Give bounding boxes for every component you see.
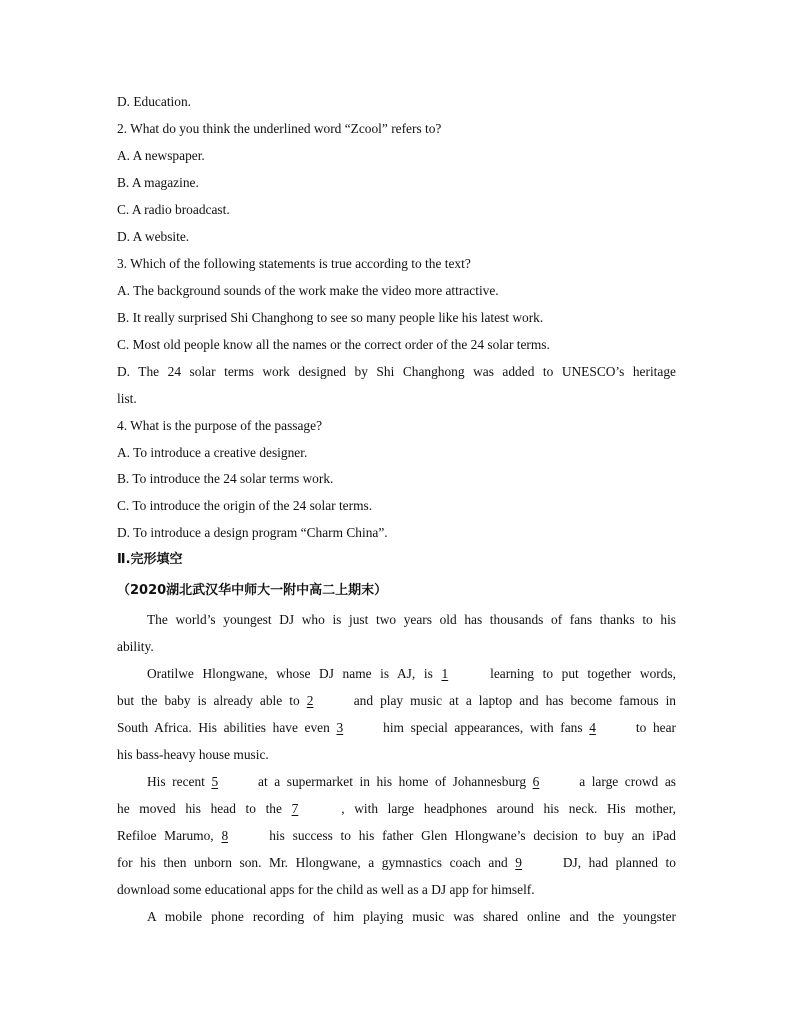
passage-p3-line4: for his then unborn son. Mr. Hlongwane, a gymnastics coach and 9 DJ, had planned to: [117, 855, 676, 870]
passage-p4-line1: A mobile phone recording of him playing music was shared online and the youngster: [147, 909, 676, 924]
blank-4[interactable]: 4: [589, 720, 596, 735]
q4-option-c: C. To introduce the origin of the 24 solar terms.: [117, 498, 373, 513]
blank-1[interactable]: 1: [441, 666, 449, 681]
passage-p3-line5: download some educational apps for the child as well as a DJ app for himself.: [117, 882, 535, 897]
section-title: Ⅱ.完形填空: [117, 552, 183, 567]
passage-p2-line4: his bass-heavy house music.: [117, 747, 269, 762]
q2-option-c: C. A radio broadcast.: [117, 202, 230, 217]
q3-option-b: B. It really surprised Shi Changhong to see so many people like his latest work.: [117, 310, 544, 325]
q3-option-d: D. The 24 solar terms work designed by Shi Changhong was added to UNESCO’s heritage: [117, 364, 676, 379]
q1-option-d: D. Education.: [117, 94, 192, 109]
q2-option-b: B. A magazine.: [117, 175, 199, 190]
q3-option-a: A. The background sounds of the work make the video more attractive.: [117, 283, 499, 298]
passage-p1-line2: ability.: [117, 639, 154, 654]
q2-option-d: D. A website.: [117, 229, 190, 244]
q4-option-b: B. To introduce the 24 solar terms work.: [117, 471, 334, 486]
passage-p1-line1: The world’s youngest DJ who is just two years old has thousands of fans thanks to his: [147, 612, 676, 627]
blank-5[interactable]: 5: [211, 774, 219, 789]
passage-p3-line2: he moved his head to the 7 , with large headphones around his neck. His mother,: [117, 801, 676, 816]
passage-p2-line2: but the baby is already able to 2 and play music at a laptop and has become famous in: [117, 693, 676, 708]
q2-option-a: A. A newspaper.: [117, 148, 205, 163]
section-source: （2020湖北武汉华中师大一附中高二上期末）: [117, 583, 388, 598]
q3-option-d-continued: list.: [117, 391, 137, 406]
blank-7[interactable]: 7: [291, 801, 299, 816]
blank-3[interactable]: 3: [336, 720, 344, 735]
q3-stem: 3. Which of the following statements is true according to the text?: [117, 256, 471, 271]
blank-6[interactable]: 6: [532, 774, 540, 789]
blank-8[interactable]: 8: [221, 828, 229, 843]
blank-9[interactable]: 9: [515, 855, 522, 870]
q3-option-c: C. Most old people know all the names or the correct order of the 24 solar terms.: [117, 337, 550, 352]
passage-p2-line1: Oratilwe Hlongwane, whose DJ name is AJ, is 1 learning to put together words,: [147, 666, 676, 681]
blank-2[interactable]: 2: [306, 693, 314, 708]
passage-p3-line3: Refiloe Marumo, 8 his success to his father Glen Hlongwane’s decision to buy an iPad: [117, 828, 676, 843]
q4-option-d: D. To introduce a design program “Charm China”.: [117, 525, 388, 540]
q4-option-a: A. To introduce a creative designer.: [117, 445, 308, 460]
passage-p2-line3: South Africa. His abilities have even 3 him special appearances, with fans 4 to hear: [117, 720, 677, 735]
passage-p3-line1: His recent 5 at a supermarket in his home of Johannesburg 6 a large crowd as: [147, 774, 676, 789]
q4-stem: 4. What is the purpose of the passage?: [117, 418, 323, 433]
q2-stem: 2. What do you think the underlined word “Zcool” refers to?: [117, 121, 442, 136]
